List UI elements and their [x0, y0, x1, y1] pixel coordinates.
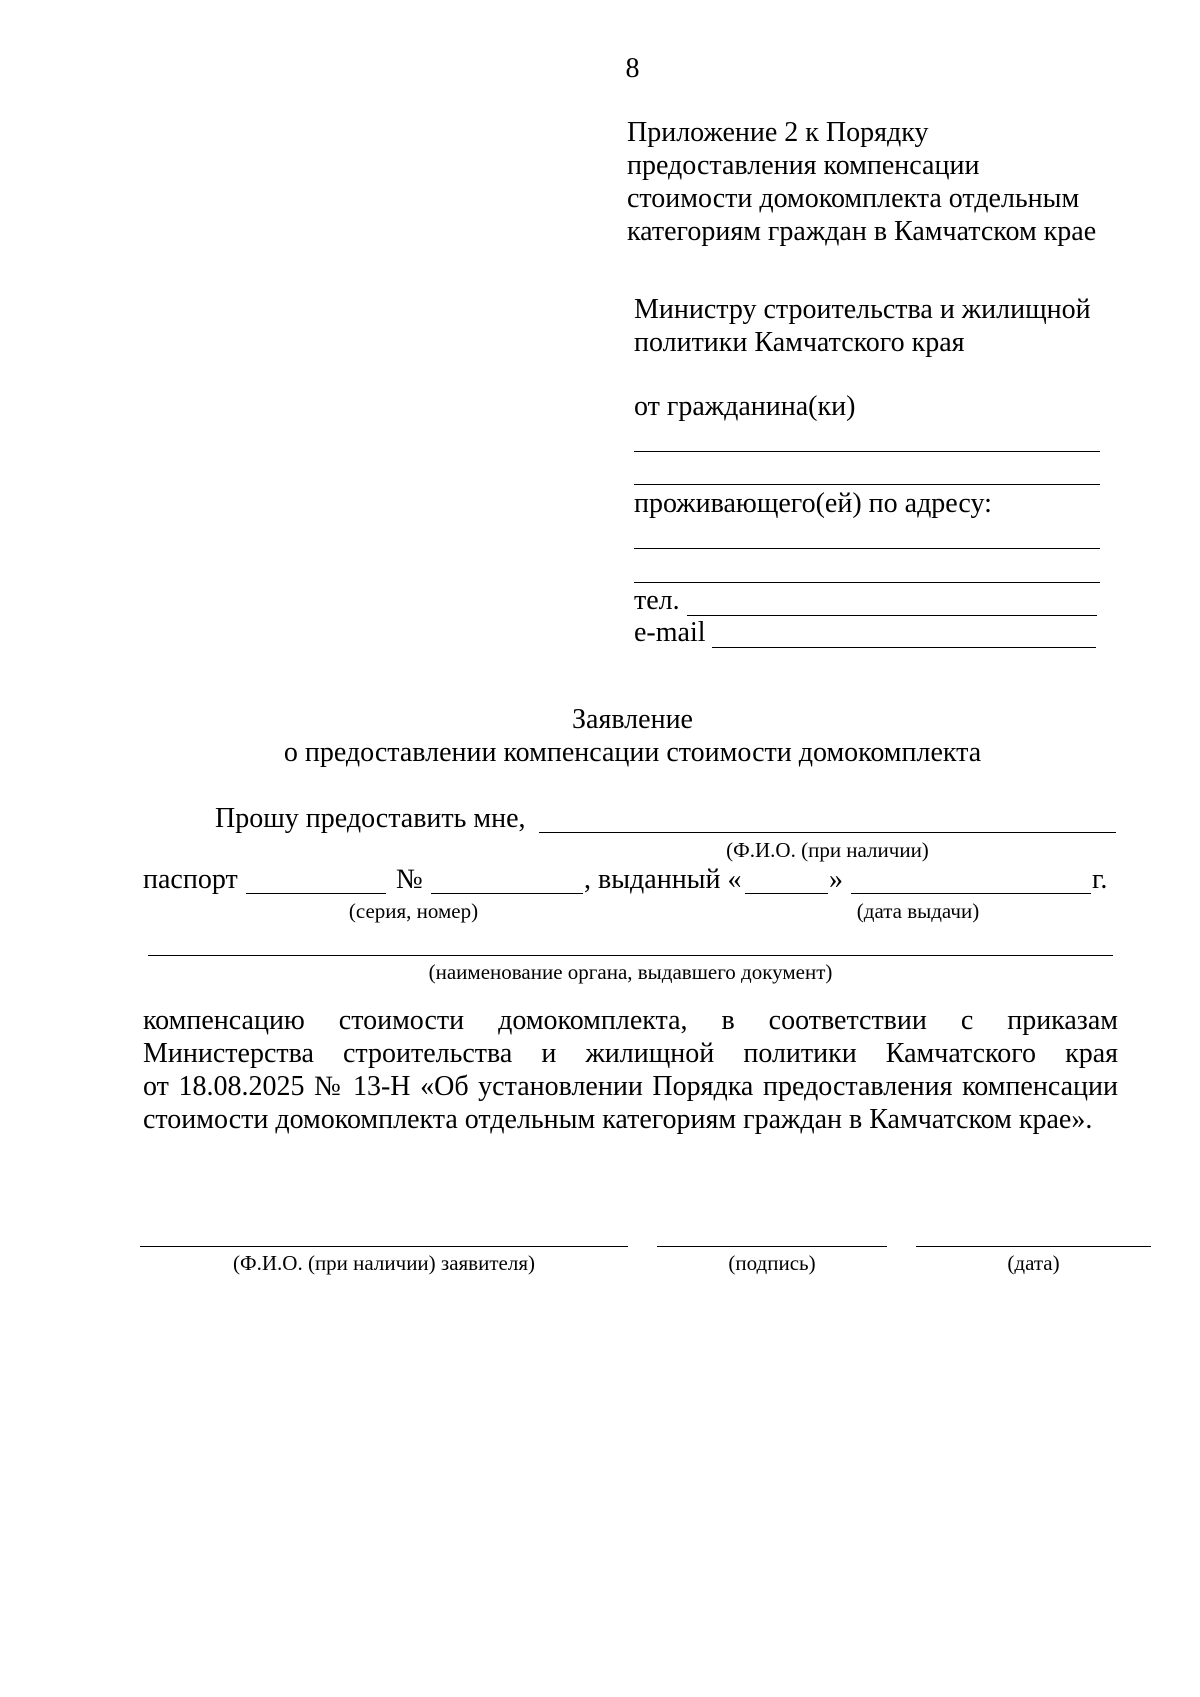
date-caption: (дата): [1007, 1251, 1060, 1275]
citizen-name-line-1[interactable]: [634, 451, 1100, 452]
body-line: стоимости домокомплекта отдельным категориям граждан в Камчатском крае».: [143, 1104, 1093, 1135]
body-line: от 18.08.2025 № 13-Н «Об установлении Порядка предоставления компенсации: [143, 1071, 1118, 1102]
minister-line: Министру строительства и жилищной: [634, 294, 1091, 325]
number-sign: №: [396, 864, 423, 895]
from-citizen-label: от гражданина(ки): [634, 391, 856, 422]
appendix-reference: [627, 116, 1096, 248]
appendix-line: стоимости домокомплекта отдельным: [627, 183, 1080, 214]
quote-close: »: [829, 864, 843, 895]
signature-line[interactable]: [657, 1246, 887, 1247]
citizen-name-line-2[interactable]: [634, 484, 1100, 485]
address-line-2[interactable]: [634, 582, 1100, 583]
addressee-block: [634, 293, 1091, 359]
phone-label: тел.: [634, 585, 680, 616]
year-suffix: г.: [1092, 864, 1108, 895]
date-line[interactable]: [916, 1246, 1151, 1247]
appendix-line: категориям граждан в Камчатском крае: [627, 216, 1097, 247]
request-label: Прошу предоставить мне,: [215, 803, 526, 834]
authority-caption: (наименование органа, выдавшего документ): [428, 960, 833, 984]
applicant-name-line[interactable]: [539, 832, 1116, 833]
passport-label: паспорт: [143, 864, 238, 895]
address-label: проживающего(ей) по адресу:: [634, 488, 992, 519]
minister-line: политики Камчатского края: [634, 327, 965, 358]
document-subtitle: о предоставлении компенсации стоимости домокомплекта: [283, 737, 982, 768]
address-line-1[interactable]: [634, 548, 1100, 549]
applicant-fio-caption: (Ф.И.О. (при наличии) заявителя): [233, 1251, 535, 1275]
appendix-line: Приложение 2 к Порядку: [627, 117, 929, 148]
issuing-authority-line[interactable]: [148, 955, 1113, 956]
fio-caption: (Ф.И.О. (при наличии): [726, 838, 929, 862]
passport-number-line[interactable]: [431, 893, 583, 894]
appendix-line: предоставления компенсации: [627, 150, 980, 181]
signature-caption: (подпись): [728, 1251, 816, 1275]
issued-label: , выданный «: [584, 864, 742, 895]
body-line: Министерства строительства и жилищной политики Камчатского края: [143, 1038, 1118, 1069]
issue-day-line[interactable]: [745, 893, 828, 894]
page-number: 8: [625, 53, 640, 84]
issue-date-caption: (дата выдачи): [856, 899, 980, 923]
body-line: компенсацию стоимости домокомплекта, в соответствии с приказам: [143, 1005, 1118, 1036]
applicant-fio-signature-line[interactable]: [140, 1246, 628, 1247]
issue-date-line[interactable]: [851, 893, 1091, 894]
series-caption: (серия, номер): [348, 899, 479, 923]
email-label: e-mail: [634, 617, 706, 648]
email-line[interactable]: [712, 647, 1096, 648]
phone-line[interactable]: [687, 615, 1097, 616]
passport-series-line[interactable]: [246, 893, 386, 894]
document-title: Заявление: [572, 704, 693, 735]
